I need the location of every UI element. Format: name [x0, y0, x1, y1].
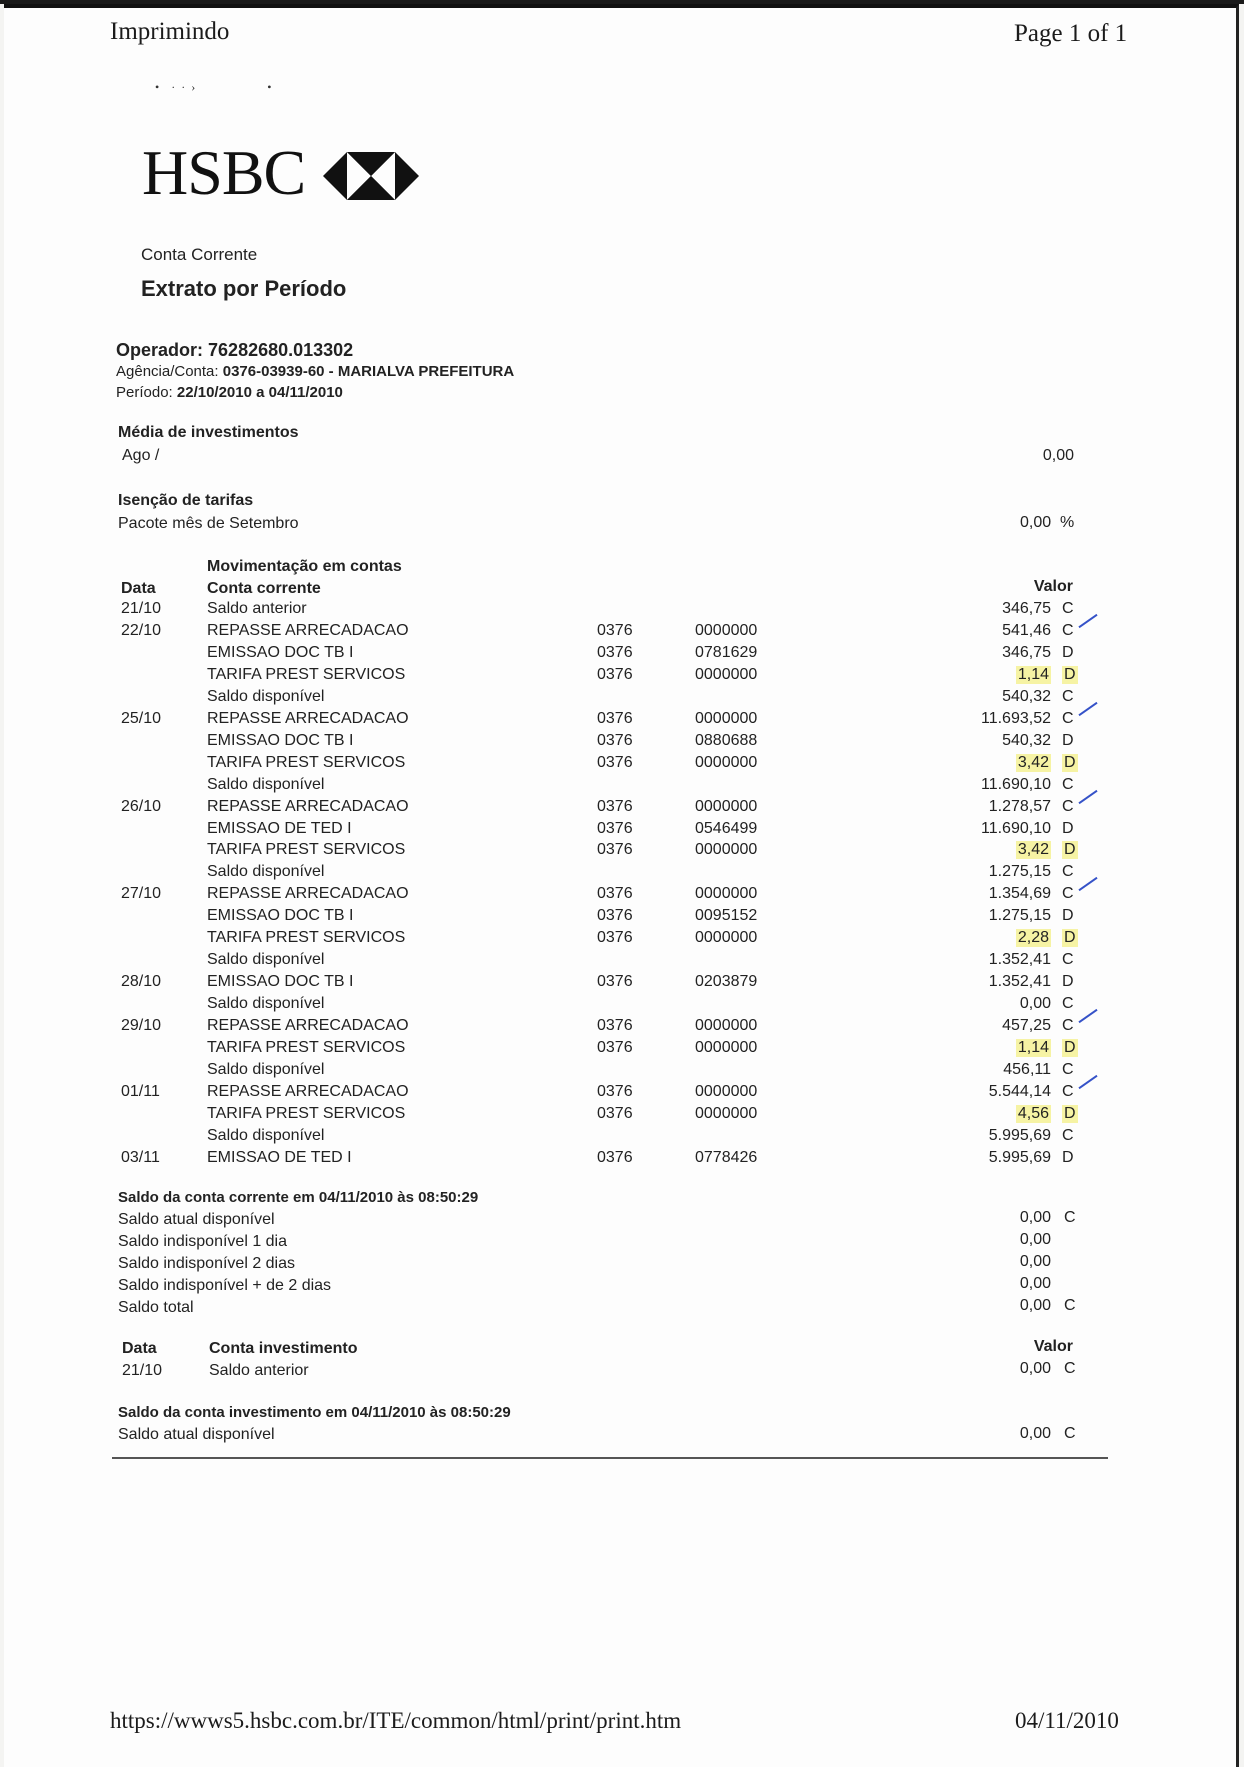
row-value: 456,11	[1003, 1060, 1051, 1078]
col-header-account: Conta corrente	[207, 580, 321, 597]
row-debit-credit: D	[1062, 643, 1074, 661]
hsbc-logo-text: HSBC	[142, 137, 306, 208]
row-date: 26/10	[121, 797, 162, 815]
row-description: Saldo disponível	[207, 863, 325, 881]
row-document: 0000000	[695, 621, 758, 639]
isencao-unit: %	[1060, 514, 1075, 531]
row-description: REPASSE ARRECADACAO	[207, 1082, 409, 1100]
row-agency: 0376	[597, 973, 633, 991]
row-debit-credit: C	[1062, 775, 1074, 793]
media-value: 0,00	[1042, 447, 1074, 464]
row-value: 11.690,10	[981, 775, 1051, 793]
row-agency: 0376	[597, 753, 633, 771]
row-document: 0000000	[695, 929, 758, 947]
row-debit-credit: C	[1062, 600, 1074, 617]
row-debit-credit: D	[1064, 1039, 1076, 1056]
row-agency: 0376	[597, 643, 633, 661]
print-header-page: Page 1 of 1	[1014, 20, 1128, 47]
agencia-line	[116, 363, 514, 380]
table-row	[0, 1105, 1244, 1127]
row-value: 5.995,69	[988, 1126, 1051, 1144]
row-document: 0203879	[695, 973, 758, 991]
inv-col-header-value: Valor	[1033, 1338, 1073, 1355]
agencia-value: 0376-03939-60 - MARIALVA PREFEITURA	[222, 363, 515, 380]
inv-row-value: 0,00	[1019, 1360, 1051, 1377]
row-debit-credit: C	[1062, 951, 1074, 969]
row-agency: 0376	[597, 885, 633, 903]
row-debit-credit: D	[1064, 929, 1076, 947]
inv-row-date: 21/10	[122, 1362, 163, 1379]
row-description: EMISSAO DOC TB I	[207, 907, 354, 925]
row-debit-credit: C	[1062, 885, 1074, 903]
row-value: 346,75	[1002, 600, 1051, 617]
row-debit-credit: C	[1062, 1082, 1074, 1100]
row-debit-credit: D	[1062, 973, 1074, 991]
table-row	[0, 1039, 1244, 1061]
row-description: Saldo disponível	[207, 1126, 325, 1144]
row-description: Saldo disponível	[207, 775, 325, 793]
row-description: TARIFA PREST SERVICOS	[207, 841, 406, 859]
saldo-value: 0,00	[1019, 1231, 1051, 1248]
row-description: EMISSAO DOC TB I	[207, 973, 354, 991]
media-title: Média de investimentos	[118, 424, 299, 441]
row-value: 2,28	[1017, 929, 1049, 947]
table-row	[0, 732, 1244, 754]
inv-row-dc: C	[1064, 1360, 1076, 1377]
row-agency: 0376	[597, 819, 633, 837]
row-agency: 0376	[597, 709, 633, 727]
col-header-date: Data	[121, 580, 156, 597]
row-description: EMISSAO DE TED I	[207, 819, 352, 837]
row-date: 29/10	[121, 1017, 162, 1035]
row-debit-credit: D	[1064, 841, 1076, 859]
saldo-label: Saldo atual disponível	[118, 1211, 275, 1228]
row-value: 346,75	[1002, 643, 1051, 661]
table-row	[0, 820, 1244, 842]
row-agency: 0376	[597, 731, 633, 749]
table-row	[0, 600, 1244, 622]
row-value: 1.352,41	[988, 973, 1051, 991]
row-agency: 0376	[597, 1148, 633, 1166]
table-row	[0, 798, 1244, 820]
row-date: 03/11	[121, 1148, 160, 1166]
row-date: 28/10	[121, 973, 162, 991]
row-debit-credit: D	[1064, 665, 1076, 683]
row-debit-credit: D	[1062, 1148, 1074, 1166]
row-document: 0000000	[695, 753, 758, 771]
row-agency: 0376	[597, 907, 633, 925]
row-date: 22/10	[121, 621, 162, 639]
saldo-row	[0, 1299, 1244, 1321]
row-description: TARIFA PREST SERVICOS	[207, 1104, 406, 1122]
saldo-inv-value: 0,00	[1019, 1425, 1051, 1442]
table-row	[0, 841, 1244, 863]
row-description: EMISSAO DOC TB I	[207, 731, 354, 749]
table-row	[0, 666, 1244, 688]
row-value: 5.995,69	[988, 1148, 1051, 1166]
row-debit-credit: C	[1062, 995, 1074, 1013]
row-description: TARIFA PREST SERVICOS	[207, 665, 406, 683]
row-value: 1.354,69	[988, 885, 1051, 903]
row-description: REPASSE ARRECADACAO	[207, 1017, 409, 1035]
page-title: Extrato por Período	[141, 276, 347, 301]
row-agency: 0376	[597, 1082, 633, 1100]
row-value: 0,00	[1019, 995, 1051, 1013]
row-document: 0000000	[695, 1017, 758, 1035]
row-description: REPASSE ARRECADACAO	[207, 709, 409, 727]
row-debit-credit: C	[1062, 621, 1074, 639]
row-debit-credit: C	[1062, 797, 1074, 815]
row-description: TARIFA PREST SERVICOS	[207, 929, 406, 947]
row-description: Saldo anterior	[207, 600, 307, 617]
row-debit-credit: C	[1062, 863, 1074, 881]
row-value: 1.275,15	[988, 863, 1051, 881]
table-row	[0, 1149, 1244, 1171]
saldo-row	[0, 1255, 1244, 1277]
table-row	[0, 622, 1244, 644]
saldo-label: Saldo indisponível + de 2 dias	[118, 1277, 332, 1294]
row-description: TARIFA PREST SERVICOS	[207, 753, 406, 771]
row-agency: 0376	[597, 1017, 633, 1035]
table-row	[0, 929, 1244, 951]
row-date: 21/10	[121, 600, 162, 617]
row-value: 5.544,14	[988, 1082, 1051, 1100]
table-row	[0, 644, 1244, 666]
row-debit-credit: D	[1064, 1104, 1076, 1122]
row-document: 0000000	[695, 841, 758, 859]
isencao-value	[1020, 514, 1074, 532]
row-value: 4,56	[1017, 1104, 1049, 1122]
row-debit-credit: D	[1064, 753, 1076, 771]
operador-label: Operador:	[116, 340, 204, 360]
row-description: EMISSAO DE TED I	[207, 1148, 352, 1166]
row-description: Saldo disponível	[207, 1060, 325, 1078]
row-agency: 0376	[597, 1104, 633, 1122]
row-description: REPASSE ARRECADACAO	[207, 797, 409, 815]
table-row	[0, 710, 1244, 732]
row-value: 1.278,57	[988, 797, 1051, 815]
print-header-left: Imprimindo	[110, 18, 230, 45]
row-agency: 0376	[597, 841, 633, 859]
row-value: 1,14	[1017, 1039, 1049, 1056]
row-description: EMISSAO DOC TB I	[207, 643, 354, 661]
row-value: 457,25	[1002, 1017, 1051, 1035]
saldo-inv-dc: C	[1064, 1425, 1076, 1442]
movimentacao-title: Movimentação em contas	[207, 558, 402, 575]
media-label: Ago /	[122, 447, 160, 464]
row-description: REPASSE ARRECADACAO	[207, 885, 409, 903]
row-debit-credit: D	[1062, 819, 1074, 837]
row-agency: 0376	[597, 621, 633, 639]
row-debit-credit: C	[1062, 1060, 1074, 1078]
saldo-inv-label: Saldo atual disponível	[118, 1426, 275, 1443]
row-value: 540,32	[1002, 731, 1051, 749]
inv-col-header-date: Data	[122, 1340, 157, 1357]
operador-line	[116, 340, 353, 361]
row-value: 1.352,41	[988, 951, 1051, 969]
table-row	[0, 1127, 1244, 1149]
footer-url: https://wwws5.hsbc.com.br/ITE/common/html/print/print.htm	[110, 1708, 682, 1733]
row-document: 0000000	[695, 885, 758, 903]
row-document: 0880688	[695, 731, 758, 749]
saldo-row	[0, 1233, 1244, 1255]
saldo-cc-title: Saldo da conta corrente em 04/11/2010 às 08:50:29	[118, 1189, 479, 1206]
agencia-label: Agência/Conta:	[116, 363, 219, 380]
saldo-debit-credit: C	[1064, 1297, 1076, 1314]
table-row	[0, 1061, 1244, 1083]
table-row	[0, 995, 1244, 1017]
row-document: 0000000	[695, 1039, 758, 1056]
row-value: 11.690,10	[981, 819, 1051, 837]
saldo-value: 0,00	[1019, 1209, 1051, 1226]
row-value: 1.275,15	[988, 907, 1051, 925]
footer-date: 04/11/2010	[1015, 1708, 1119, 1733]
table-row	[0, 885, 1244, 907]
saldo-value: 0,00	[1019, 1253, 1051, 1270]
row-value: 3,42	[1017, 841, 1049, 859]
hsbc-hexagon-logo-icon	[323, 152, 419, 200]
row-agency: 0376	[597, 929, 633, 947]
row-agency: 0376	[597, 1039, 633, 1056]
row-document: 0000000	[695, 1104, 758, 1122]
saldo-value: 0,00	[1019, 1275, 1051, 1292]
row-date: 01/11	[121, 1082, 160, 1100]
row-agency: 0376	[597, 665, 633, 683]
row-debit-credit: C	[1062, 1126, 1074, 1144]
operador-value: 76282680.013302	[208, 340, 354, 360]
row-value: 540,32	[1002, 687, 1051, 705]
row-document: 0778426	[695, 1148, 758, 1166]
saldo-row	[0, 1277, 1244, 1299]
row-description: Saldo disponível	[207, 995, 325, 1013]
saldo-label: Saldo indisponível 1 dia	[118, 1233, 288, 1250]
row-document: 0000000	[695, 797, 758, 815]
row-value: 11.693,52	[981, 709, 1051, 727]
isencao-label: Pacote mês de Setembro	[118, 515, 299, 532]
row-document: 0000000	[695, 709, 758, 727]
row-value: 1,14	[1017, 665, 1049, 683]
row-debit-credit: C	[1062, 709, 1074, 727]
row-value: 541,46	[1002, 621, 1051, 639]
row-debit-credit: D	[1062, 731, 1074, 749]
table-row	[0, 1017, 1244, 1039]
row-debit-credit: C	[1062, 687, 1074, 705]
row-agency: 0376	[597, 797, 633, 815]
table-row	[0, 1083, 1244, 1105]
row-document: 0095152	[695, 907, 758, 925]
row-document: 0781629	[695, 643, 758, 661]
table-row	[0, 776, 1244, 798]
col-header-value: Valor	[1033, 578, 1073, 595]
row-debit-credit: C	[1062, 1017, 1074, 1035]
scan-specks: • · · › •	[155, 80, 272, 94]
row-description: Saldo disponível	[207, 687, 325, 705]
saldo-label: Saldo total	[118, 1299, 194, 1316]
row-document: 0000000	[695, 665, 758, 683]
row-description: REPASSE ARRECADACAO	[207, 621, 409, 639]
saldo-label: Saldo indisponível 2 dias	[118, 1255, 296, 1272]
inv-col-header-account: Conta investimento	[209, 1340, 358, 1357]
row-document: 0000000	[695, 1082, 758, 1100]
row-document: 0546499	[695, 819, 758, 837]
saldo-row	[0, 1211, 1244, 1233]
inv-row-desc: Saldo anterior	[209, 1362, 309, 1379]
saldo-debit-credit: C	[1064, 1209, 1076, 1226]
saldo-value: 0,00	[1019, 1297, 1051, 1314]
isencao-title: Isenção de tarifas	[118, 492, 254, 509]
table-row	[0, 951, 1244, 973]
row-date: 27/10	[121, 885, 162, 903]
row-description: Saldo disponível	[207, 951, 325, 969]
table-row	[0, 688, 1244, 710]
table-row	[0, 907, 1244, 929]
saldo-inv-title: Saldo da conta investimento em 04/11/2010 às 08:50:29	[118, 1404, 511, 1421]
periodo-value: 22/10/2010 a 04/11/2010	[176, 384, 343, 401]
table-row	[0, 973, 1244, 995]
row-description: TARIFA PREST SERVICOS	[207, 1039, 406, 1056]
periodo-label: Período:	[116, 384, 173, 401]
bottom-divider	[112, 1457, 1108, 1459]
account-type-subtitle: Conta Corrente	[141, 245, 258, 264]
isencao-percent-value: 0,00	[1020, 514, 1052, 531]
table-row	[0, 754, 1244, 776]
row-date: 25/10	[121, 709, 162, 727]
row-value: 3,42	[1017, 753, 1049, 771]
row-debit-credit: D	[1062, 907, 1074, 925]
periodo-line	[116, 384, 343, 401]
table-row	[0, 863, 1244, 885]
